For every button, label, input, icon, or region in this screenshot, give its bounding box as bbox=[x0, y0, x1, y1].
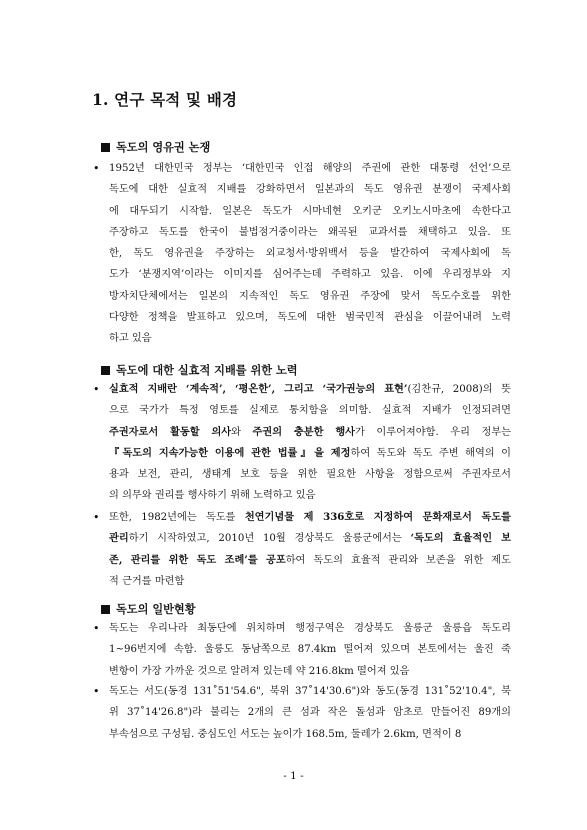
text-line: 독도에 대한 실효적 지배를 강화하면서 일본과의 독도 영유권 분쟁이 국제사회 bbox=[109, 184, 511, 196]
section-title-text: 독도의 영유권 논쟁 bbox=[116, 140, 211, 154]
paragraph-lines bbox=[109, 681, 511, 745]
text-line: 독도는 서도(동경 131˚51'54.6", 북위 37˚14'30.6")와 동도(동경 131˚52'10.4", 북 bbox=[109, 686, 511, 697]
text-line: 하고 있음 bbox=[109, 333, 152, 345]
bullet-paragraph bbox=[93, 158, 511, 350]
text-line: 위 37˚14'26.8")라 불리는 2개의 큰 섬과 작은 돌섬과 암초로 만들어진 89개의 bbox=[109, 707, 511, 719]
emphasis-text: 천연기념물 제 336호로 지정하여 문화재로서 독도를 bbox=[244, 511, 511, 523]
paragraph-lines bbox=[109, 379, 511, 507]
square-bullet-icon bbox=[101, 605, 110, 614]
text-line: 주권자로서 활동할 의사와 주권의 충분한 행사가 이루어져야함. 우리 정부는 bbox=[109, 425, 511, 438]
emphasis-text: 주권의 충분한 행사 bbox=[252, 425, 355, 438]
paragraph-lines bbox=[109, 507, 511, 592]
section-title-text: 독도의 일반현황 bbox=[116, 602, 196, 616]
bullet-dot-icon: • bbox=[93, 622, 100, 635]
square-bullet-icon bbox=[101, 143, 110, 152]
bullet-dot-icon: • bbox=[93, 383, 100, 396]
text-line: 1~96번지에 속함. 울릉도 동남쪽으로 87.4km 떨어져 있으며 본토에서는 울진 죽 bbox=[109, 644, 511, 656]
page-number: - 1 - bbox=[283, 770, 304, 782]
text-line: 도가 ‘분쟁지역’이라는 이미지를 심어주는데 주력하고 있음. 이에 우리정부와 지 bbox=[109, 269, 511, 281]
bullet-dot-icon: • bbox=[93, 511, 100, 524]
paragraph-lines bbox=[109, 618, 511, 682]
text-line: 1952년 대한민국 정부는 ‘대한민국 인접 해양의 주권에 관한 대통령 선언’으로 bbox=[109, 163, 511, 174]
text-line: 으로 국가가 특정 영토를 실제로 통치함을 의미함. 실효적 지배가 인정되려면 bbox=[109, 405, 511, 417]
emphasis-text: 존, 관리를 위한 독도 조례’를 공포 bbox=[109, 553, 286, 566]
text-line: 존, 관리를 위한 독도 조례’를 공포하여 독도의 효율적 관리와 보존을 위한 제도 bbox=[109, 553, 511, 566]
emphasis-text: 관리 bbox=[109, 532, 129, 545]
text-line: 용과 보전, 관리, 생태계 보호 등을 위한 필요한 사항을 정함으로써 주권자로서 bbox=[109, 469, 511, 481]
text-line: 변항이 가장 가까운 것으로 알려져 있는데 약 216.8km 떨어져 있음 bbox=[109, 665, 410, 677]
bullet-dot-icon: • bbox=[93, 162, 100, 175]
page-heading: 1. 연구 목적 및 배경 bbox=[92, 90, 238, 109]
bullet-paragraph bbox=[93, 681, 511, 745]
bullet-paragraph bbox=[93, 379, 511, 507]
text-line: 다양한 정책을 발표하고 있으며, 독도에 대한 범국민적 관심을 이끌어내려 노력 bbox=[109, 312, 511, 324]
bullet-dot-icon: • bbox=[93, 685, 100, 698]
text-line: 방자치단체에서는 일본의 지속적인 독도 영유권 주장에 맞서 독도수호를 위한 bbox=[109, 290, 511, 302]
bullet-paragraph bbox=[93, 507, 511, 592]
square-bullet-icon bbox=[101, 366, 110, 375]
section-title-dokdo-overview bbox=[101, 601, 196, 617]
text-line: 부속섬으로 구성됨. 중심도인 서도는 높이가 168.5m, 둘레가 2.6km, 면적이 8 bbox=[109, 728, 462, 740]
text-line: 『독도의 지속가능한 이용에 관한 법률』을 제정하여 독도와 독도 주변 해역의 이 bbox=[109, 446, 512, 459]
text-line: 독도는 우리나라 최동단에 위치하며 행정구역은 경상북도 울릉군 울릉읍 독도리 bbox=[109, 623, 511, 634]
bullet-paragraph bbox=[93, 618, 511, 682]
text-line: 주장하고 독도를 한국이 불법점거중이라는 왜곡된 교과서를 채택하고 있음. 또 bbox=[109, 226, 511, 238]
text-line: 또한, 1982년에는 독도를 천연기념물 제 336호로 지정하여 문화재로서 독도를 bbox=[109, 511, 511, 523]
text-line: 관리하기 시작하였고, 2010년 10월 경상북도 울릉군에서는 ‘독도의 효율적인 보 bbox=[109, 532, 511, 545]
emphasis-text: 주권자로서 활동할 의사 bbox=[109, 425, 232, 438]
text-line: 에 대두되기 시작함. 일본은 독도가 시마네현 오키군 오키노시마초에 속한다고 bbox=[109, 205, 511, 217]
emphasis-text: 실효적 지배란 ‘계속적’, ‘평온한’, 그리고 ‘국가권능의 표현’ bbox=[109, 383, 408, 395]
text-line: 한, 독도 영유권을 주장하는 외교청서·방위백서 등을 발간하여 국제사회에 독 bbox=[109, 248, 511, 260]
text-line: 실효적 지배란 ‘계속적’, ‘평온한’, 그리고 ‘국가권능의 표현’(김찬규, 2008)의 뜻 bbox=[109, 383, 511, 395]
text-line: 적 근거를 마련함 bbox=[109, 575, 185, 587]
section-title-text: 독도에 대한 실효적 지배를 위한 노력 bbox=[116, 363, 298, 377]
paragraph-lines bbox=[109, 158, 511, 350]
section-title-dokdo-sovereignty-dispute bbox=[101, 139, 210, 155]
text-line: 의 의무와 권리를 행사하기 위해 노력하고 있음 bbox=[109, 490, 316, 502]
emphasis-text: 『독도의 지속가능한 이용에 관한 법률』을 제정 bbox=[109, 446, 351, 459]
emphasis-text: ‘독도의 효율적인 보 bbox=[410, 532, 511, 545]
section-title-effective-control bbox=[101, 362, 298, 378]
